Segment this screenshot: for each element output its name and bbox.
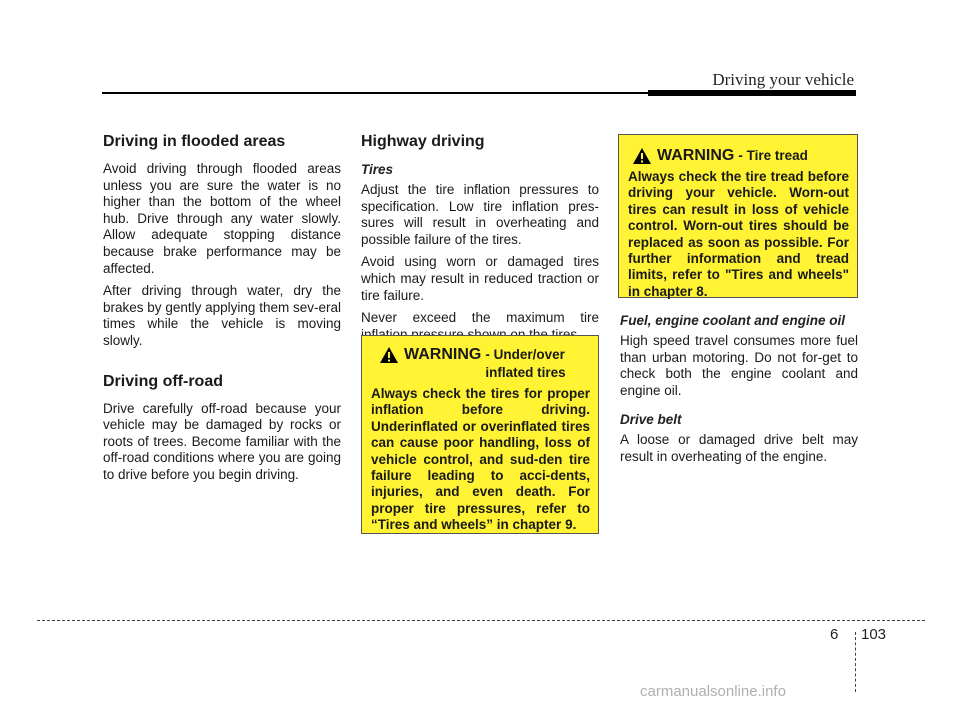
warning-body: Always check the tire tread before driving your vehicle. Worn-out tires can result in loss of vehicle control. Worn-out tires should be replaced as soon as possible. For further information and tread limits, refer to "Tires and wheels" in chapter 8. (628, 169, 849, 299)
belt-paragraph: A loose or damaged drive belt may result in overheating of the engine. (620, 432, 858, 464)
warning-header (632, 147, 849, 165)
warning-body: Always check the tires for proper inflation before driving. Underinflated or overinflated tires can cause poor handling, loss of vehicle control, and sud-den tire failure leading to acci-dents, injuries, and even death. For proper tire pressures, refer to “Tires and wheels” in chapter 9. (371, 386, 590, 533)
warning-box-inflation (361, 335, 599, 534)
warning-subject: - Under/over inflated tires (485, 347, 566, 380)
offroad-paragraph: Drive carefully off-road because your vehicle may be damaged by rocks or roots of trees. Become familiar with the off-road conditions where you are going to drive before you begin driving. (103, 400, 341, 482)
warning-label: WARNING (657, 147, 735, 164)
flooded-heading: Driving in flooded areas (103, 133, 286, 150)
warning-box-tread (618, 134, 858, 298)
chapter-number: 6 (830, 626, 839, 643)
belt-subheading: Drive belt (620, 412, 682, 428)
flooded-paragraph-1: Avoid driving through flooded areas unless you are sure the water is no higher than the bottom of the wheel hub. Drive through any water slowly. Allow adequate stopping distance because brake performance may be affected. (103, 161, 341, 276)
middle-column (361, 132, 599, 349)
tires-paragraph-3: Never exceed the maximum tire (361, 310, 599, 326)
tires-paragraph-2: Avoid using worn or damaged tires which may result in reduced traction or tire failure. (361, 254, 599, 303)
page-number: 103 (861, 626, 887, 643)
tires-subheading: Tires (361, 162, 394, 177)
highway-heading: Highway driving (361, 133, 485, 150)
right-column (620, 312, 858, 472)
tires-paragraph-1: Adjust the tire inflation pressures to specification. Low tire inflation pres-sures will result in overheating and possible failure of the tires. (361, 182, 599, 247)
section-title: Driving your vehicle (712, 70, 854, 89)
warning-subject: - Tire tread (738, 148, 808, 163)
header-rule-bar (648, 90, 856, 96)
footer-rule (37, 620, 925, 621)
flooded-paragraph-2: After driving through water, dry the brakes by gently applying them sev-eral times while the vehicle is moving slowly. (103, 283, 341, 348)
warning-header (379, 346, 590, 382)
watermark: carmanualsonline.info (640, 683, 786, 700)
offroad-heading: Driving off-road (103, 372, 223, 390)
left-column (103, 132, 341, 490)
footer-divider (855, 632, 856, 692)
warning-label: WARNING (404, 346, 482, 363)
warning-triangle-icon (632, 147, 652, 165)
warning-triangle-icon (379, 346, 399, 364)
fuel-subheading: Fuel, engine coolant and engine oil (620, 313, 846, 328)
fuel-paragraph: High speed travel consumes more fuel than urban motoring. Do not for-get to check both the engine coolant and engine oil. (620, 333, 858, 398)
